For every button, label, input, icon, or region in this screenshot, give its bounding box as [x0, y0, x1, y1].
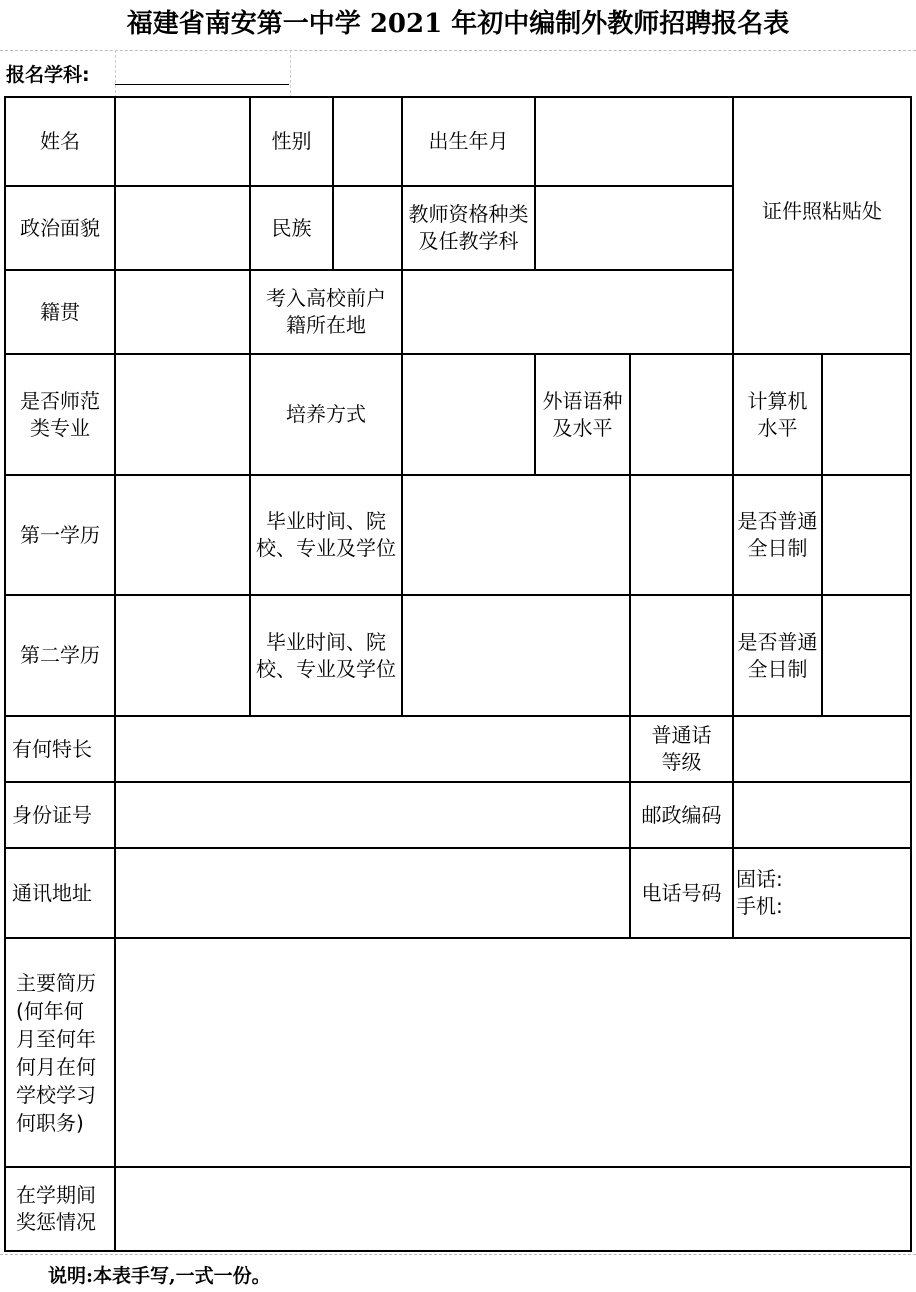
input-cert[interactable] — [536, 187, 732, 269]
label-resume-line: 何月在何 — [16, 1054, 96, 1079]
label-resume-line: 主要简历 — [16, 970, 96, 995]
input-fulltime1[interactable] — [823, 476, 910, 594]
label-postal: 邮政编码 — [641, 802, 722, 827]
label-grad1 — [251, 476, 401, 594]
label-phone: 电话号码 — [641, 880, 722, 905]
label-resume-line: 学校学习 — [16, 1082, 96, 1107]
label-ethnicity: 民族 — [271, 215, 312, 240]
label-language — [536, 355, 629, 474]
input-gender[interactable] — [334, 98, 401, 185]
label-language-line2: 及水平 — [552, 415, 613, 440]
label-mobile: 手机: — [736, 894, 783, 918]
input-address[interactable] — [116, 849, 629, 937]
label-native: 籍贯 — [40, 299, 80, 324]
label-fulltime1 — [734, 476, 821, 594]
label-mandarin-line1: 普通话 — [651, 723, 712, 747]
form-note: 说明:本表手写,一式一份。 — [48, 1265, 271, 1287]
input-grad2-extra[interactable] — [631, 596, 732, 715]
label-fulltime1-line2: 全日制 — [747, 536, 808, 560]
label-id-number: 身份证号 — [12, 802, 92, 827]
input-normal[interactable] — [116, 355, 249, 474]
input-edu2[interactable] — [116, 596, 249, 715]
input-ethnicity[interactable] — [334, 187, 401, 269]
label-grad1-line1: 毕业时间、院 — [266, 509, 386, 533]
label-edu1: 第一学历 — [20, 522, 100, 547]
label-normal-line2: 类专业 — [30, 415, 90, 440]
label-household — [251, 271, 401, 353]
label-cert-line2: 及任教学科 — [418, 229, 519, 253]
label-resume — [6, 939, 114, 1166]
label-gender: 性别 — [271, 129, 312, 153]
input-id-number[interactable] — [116, 783, 629, 847]
input-fulltime2[interactable] — [823, 596, 910, 715]
label-awards — [6, 1168, 114, 1250]
label-grad2 — [251, 596, 401, 715]
label-fulltime1-line1: 是否普通 — [737, 509, 818, 533]
label-cert-line1: 教师资格种类 — [408, 202, 529, 226]
photo-area[interactable] — [734, 98, 910, 353]
label-landline: 固话: — [736, 867, 783, 891]
label-mandarin — [631, 717, 732, 781]
label-resume-line: 何职务) — [16, 1110, 84, 1135]
label-cert — [403, 187, 534, 269]
sheet-gridline — [290, 50, 291, 98]
input-awards[interactable] — [116, 1168, 910, 1250]
input-training[interactable] — [403, 355, 534, 474]
input-computer[interactable] — [823, 355, 910, 474]
label-language-line1: 外语语种 — [542, 388, 623, 413]
input-grad2[interactable] — [403, 596, 629, 715]
label-normal-line1: 是否师范 — [20, 388, 100, 413]
label-photo: 证件照粘贴处 — [762, 199, 882, 223]
input-resume[interactable] — [116, 939, 910, 1166]
label-political: 政治面貌 — [20, 215, 100, 240]
input-mandarin[interactable] — [734, 717, 910, 781]
label-resume-line: (何年何 — [16, 998, 84, 1023]
input-political[interactable] — [116, 187, 249, 269]
label-normal — [6, 355, 114, 474]
input-language[interactable] — [631, 355, 732, 474]
label-grad2-line1: 毕业时间、院 — [266, 629, 386, 654]
label-fulltime2-line1: 是否普通 — [737, 629, 818, 654]
label-household-line1: 考入高校前户 — [266, 286, 386, 310]
phone-fields[interactable] — [734, 849, 910, 937]
input-grad1[interactable] — [403, 476, 629, 594]
label-address: 通讯地址 — [12, 880, 92, 905]
label-edu2: 第二学历 — [20, 643, 100, 667]
label-grad1-line2: 校、专业及学位 — [256, 536, 396, 560]
input-grad1-extra[interactable] — [631, 476, 732, 594]
label-grad2-line2: 校、专业及学位 — [256, 656, 396, 681]
label-computer-line2: 水平 — [757, 415, 798, 440]
form-title: 福建省南安第一中学 2021 年初中编制外教师招聘报名表 — [126, 9, 790, 39]
label-awards-line2: 奖惩情况 — [16, 1210, 96, 1234]
subject-input-line[interactable] — [115, 84, 289, 85]
label-name: 姓名 — [40, 129, 80, 153]
input-birth[interactable] — [536, 98, 732, 185]
label-computer — [734, 355, 821, 474]
label-mandarin-line2: 等级 — [661, 750, 702, 774]
label-birth: 出生年月 — [428, 129, 509, 153]
input-postal[interactable] — [734, 783, 910, 847]
input-native[interactable] — [116, 271, 249, 353]
sheet-gridline — [0, 50, 916, 51]
input-edu1[interactable] — [116, 476, 249, 594]
label-fulltime2 — [734, 596, 821, 715]
input-household[interactable] — [403, 271, 732, 353]
sheet-gridline — [0, 1254, 916, 1255]
input-specialty[interactable] — [116, 717, 629, 781]
label-training: 培养方式 — [286, 402, 366, 426]
input-name[interactable] — [116, 98, 249, 185]
label-household-line2: 籍所在地 — [286, 313, 366, 337]
label-resume-line: 月至何年 — [16, 1026, 96, 1051]
subject-label: 报名学科: — [6, 64, 90, 86]
sheet-gridline — [115, 50, 116, 98]
label-computer-line1: 计算机 — [747, 388, 808, 413]
label-specialty: 有何特长 — [12, 736, 92, 761]
label-awards-line1: 在学期间 — [16, 1183, 96, 1207]
label-fulltime2-line2: 全日制 — [747, 656, 808, 681]
